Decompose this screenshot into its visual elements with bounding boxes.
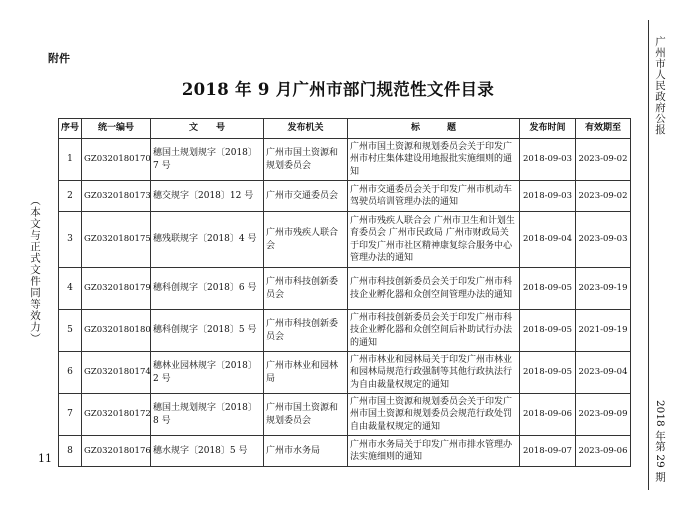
header-issuer: 发布机关 xyxy=(264,119,348,139)
side-note: （本文与正式文件同等效力） xyxy=(29,195,41,345)
header-issue-date: 发布时间 xyxy=(520,119,576,139)
row-doc-number: 穗科创规字〔2018〕6 号 xyxy=(151,268,264,310)
row-code: GZ0320180180 xyxy=(82,310,151,352)
table-row xyxy=(59,181,631,212)
row-title: 广州市交通委员会关于印发广州市机动车驾驶员培训管理办法的通知 xyxy=(348,181,520,212)
row-issue-date: 2018-09-03 xyxy=(520,181,576,212)
page-title: 2018 年 9 月广州市部门规范性文件目录 xyxy=(181,80,495,99)
row-code: GZ0320180175 xyxy=(82,212,151,268)
table-header-row xyxy=(59,119,631,139)
row-issuer: 广州市林业和园林局 xyxy=(264,352,348,394)
page-number: 11 xyxy=(38,452,52,465)
row-index: 7 xyxy=(59,394,82,436)
row-issuer: 广州市国土资源和规划委员会 xyxy=(264,139,348,181)
row-expiry: 2021-09-19 xyxy=(576,310,631,352)
row-index: 8 xyxy=(59,436,82,467)
row-title: 广州市残疾人联合会 广州市卫生和计划生育委员会 广州市民政局 广州市财政局关于印发广州市社区精神康复综合服务中心管理办法的通知 xyxy=(348,212,520,268)
row-issue-date: 2018-09-07 xyxy=(520,436,576,467)
row-issuer: 广州市科技创新委员会 xyxy=(264,310,348,352)
row-expiry: 2023-09-02 xyxy=(576,139,631,181)
row-title: 广州市国土资源和规划委员会关于印发广州市村庄集体建设用地报批实施细则的通知 xyxy=(348,139,520,181)
table-row xyxy=(59,268,631,310)
header-doc-number: 文 号 xyxy=(151,119,264,139)
row-code: GZ0320180176 xyxy=(82,436,151,467)
table-row xyxy=(59,212,631,268)
table-row xyxy=(59,436,631,467)
header-index: 序号 xyxy=(59,119,82,139)
row-code: GZ0320180172 xyxy=(82,394,151,436)
header-title: 标 题 xyxy=(348,119,520,139)
row-doc-number: 穗林业园林规字〔2018〕2 号 xyxy=(151,352,264,394)
row-doc-number: 穗国土规划规字〔2018〕7 号 xyxy=(151,139,264,181)
row-code: GZ0320180173 xyxy=(82,181,151,212)
header-expiry: 有效期至 xyxy=(576,119,631,139)
row-issue-date: 2018-09-05 xyxy=(520,352,576,394)
row-title: 广州市林业和园林局关于印发广州市林业和园林局规范行政强制等其他行政执法行为自由裁量权规定的通知 xyxy=(348,352,520,394)
row-doc-number: 穗残联规字〔2018〕4 号 xyxy=(151,212,264,268)
row-issue-date: 2018-09-05 xyxy=(520,268,576,310)
row-doc-number: 穗交规字〔2018〕12 号 xyxy=(151,181,264,212)
row-issuer: 广州市残疾人联合会 xyxy=(264,212,348,268)
row-expiry: 2023-09-06 xyxy=(576,436,631,467)
attachment-label: 附件 xyxy=(48,52,70,65)
row-issue-date: 2018-09-03 xyxy=(520,139,576,181)
table-row xyxy=(59,139,631,181)
row-expiry: 2023-09-02 xyxy=(576,181,631,212)
row-doc-number: 穗科创规字〔2018〕5 号 xyxy=(151,310,264,352)
row-expiry: 2023-09-03 xyxy=(576,212,631,268)
row-issuer: 广州市国土资源和规划委员会 xyxy=(264,394,348,436)
journal-name: 广州市人民政府公报 xyxy=(654,36,666,135)
row-index: 1 xyxy=(59,139,82,181)
row-issue-date: 2018-09-06 xyxy=(520,394,576,436)
row-index: 5 xyxy=(59,310,82,352)
document-catalog-table xyxy=(58,118,631,467)
row-issuer: 广州市水务局 xyxy=(264,436,348,467)
row-title: 广州市科技创新委员会关于印发广州市科技企业孵化器和众创空间后补助试行办法的通知 xyxy=(348,310,520,352)
row-expiry: 2023-09-04 xyxy=(576,352,631,394)
header-code: 统一编号 xyxy=(82,119,151,139)
row-issuer: 广州市交通委员会 xyxy=(264,181,348,212)
row-title: 广州市科技创新委员会关于印发广州市科技企业孵化器和众创空间管理办法的通知 xyxy=(348,268,520,310)
row-code: GZ0320180170 xyxy=(82,139,151,181)
row-expiry: 2023-09-19 xyxy=(576,268,631,310)
row-index: 6 xyxy=(59,352,82,394)
row-title: 广州市国土资源和规划委员会关于印发广州市国土资源和规划委员会规范行政处罚自由裁量权规定的通知 xyxy=(348,394,520,436)
table-row xyxy=(59,394,631,436)
table-row xyxy=(59,310,631,352)
row-code: GZ0320180179 xyxy=(82,268,151,310)
margin-divider xyxy=(648,20,649,490)
row-expiry: 2023-09-09 xyxy=(576,394,631,436)
row-index: 4 xyxy=(59,268,82,310)
row-doc-number: 穗水规字〔2018〕5 号 xyxy=(151,436,264,467)
row-code: GZ0320180174 xyxy=(82,352,151,394)
row-index: 2 xyxy=(59,181,82,212)
table-row xyxy=(59,352,631,394)
issue-number: 2018 年第 29 期 xyxy=(654,400,666,482)
row-doc-number: 穗国土规划规字〔2018〕8 号 xyxy=(151,394,264,436)
row-issue-date: 2018-09-05 xyxy=(520,310,576,352)
row-issue-date: 2018-09-04 xyxy=(520,212,576,268)
row-title: 广州市水务局关于印发广州市排水管理办法实施细则的通知 xyxy=(348,436,520,467)
row-index: 3 xyxy=(59,212,82,268)
row-issuer: 广州市科技创新委员会 xyxy=(264,268,348,310)
